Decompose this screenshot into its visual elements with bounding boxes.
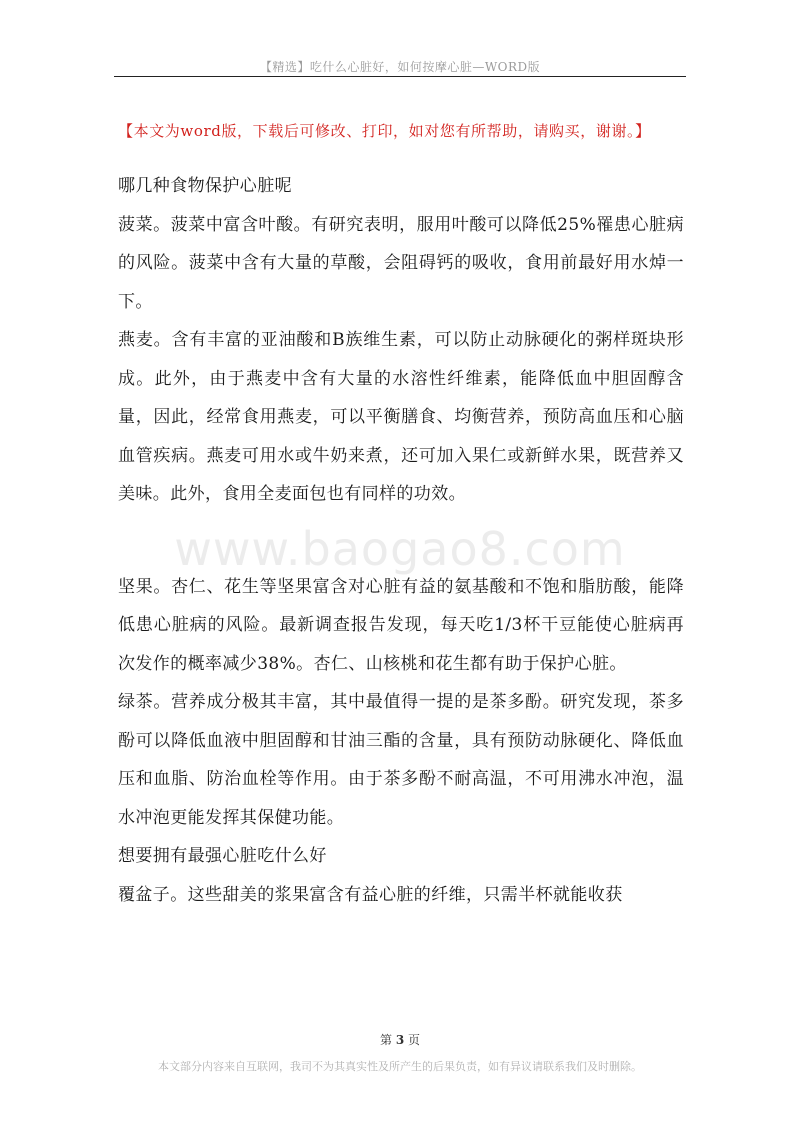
section-heading: 哪几种食物保护心脏呢 bbox=[118, 176, 292, 196]
page-number-value: 3 bbox=[395, 1033, 405, 1047]
paragraph-nuts: 坚果。杏仁、花生等坚果富含对心脏有益的氨基酸和不饱和脂肪酸，能降低患心脏病的风险。最新调查报告发现，每天吃1/3杯干豆能使心脏病再次发作的概率减少38%。杏仁、山核桃和花生都有助于保护心脏。 bbox=[118, 576, 684, 674]
footer-disclaimer: 本文部分内容来自互联网，我司不为其真实性及所产生的后果负责，如有异议请联系我们及时删除。 bbox=[158, 1060, 642, 1073]
watermark: www.baogao8.com bbox=[174, 522, 626, 576]
header-divider bbox=[114, 76, 686, 77]
page-number bbox=[0, 1031, 800, 1048]
running-header-title: 【精选】吃什么心脏好，如何按摩心脏—WORD版 bbox=[259, 60, 541, 74]
paragraph-green-tea: 绿茶。营养成分极其丰富，其中最值得一提的是茶多酚。研究发现，茶多酚可以降低血液中胆固醇和甘油三酯的含量，具有预防动脉硬化、降低血压和血脂、防治血栓等作用。由于茶多酚不耐高温，不可用沸水冲泡，温水冲泡更能发挥其保健功能。 bbox=[118, 692, 684, 828]
page-prefix: 第 bbox=[379, 1033, 392, 1047]
purchase-notice: 【本文为word版，下载后可修改、打印，如对您有所帮助，请购买，谢谢。】 bbox=[118, 122, 651, 140]
paragraph-oats: 燕麦。含有丰富的亚油酸和B族维生素，可以防止动脉硬化的粥样斑块形成。此外，由于燕麦中含有大量的水溶性纤维素，能降低血中胆固醇含量，因此，经常食用燕麦，可以平衡膳食、均衡营养，预防高血压和心脑血管疾病。燕麦可用水或牛奶来煮，还可加入果仁或新鲜水果，既营养又美味。此外，食用全麦面包也有同样的功效。 bbox=[118, 330, 684, 504]
watermark-gap bbox=[118, 514, 684, 568]
paragraph-raspberry: 覆盆子。这些甜美的浆果富含有益心脏的纤维，只需半杯就能收获 bbox=[118, 884, 623, 905]
document-body bbox=[118, 167, 684, 914]
paragraph-spinach: 菠菜。菠菜中富含叶酸。有研究表明，服用叶酸可以降低25%罹患心脏病的风险。菠菜中含有大量的草酸，会阻碍钙的吸收，食用前最好用水焯一下。 bbox=[118, 214, 684, 312]
page-suffix: 页 bbox=[408, 1033, 421, 1047]
section-heading: 想要拥有最强心脏吃什么好 bbox=[118, 846, 327, 866]
